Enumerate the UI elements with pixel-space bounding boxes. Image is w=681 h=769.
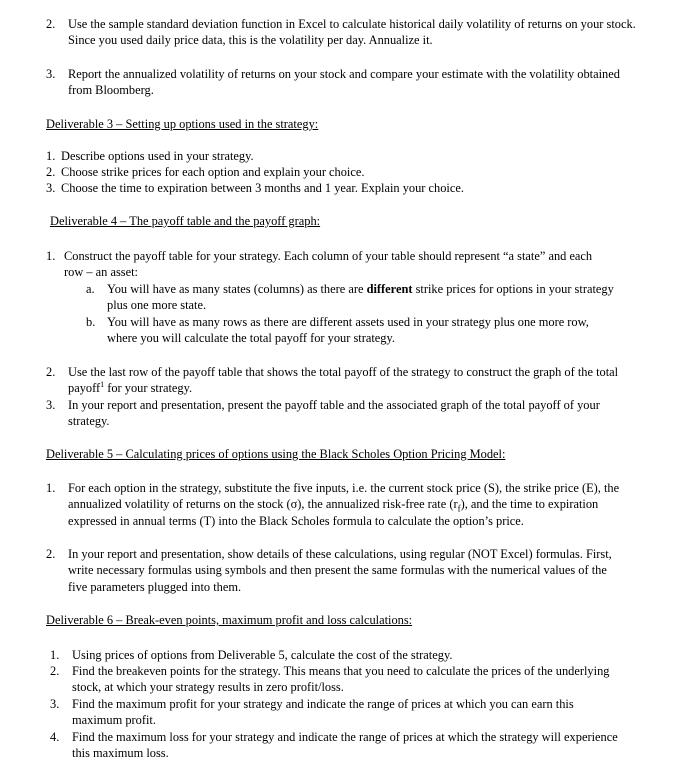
deliverable-3-heading: Deliverable 3 – Setting up options used in the strategy:	[46, 117, 319, 131]
item-text: Using prices of options from Deliverable 5, calculate the cost of the strategy.	[72, 648, 453, 662]
item-text: Find the maximum loss for your strategy and indicate the range of prices at which the strategy will experience this maximum loss.	[72, 730, 618, 761]
item-number: 3.	[50, 697, 60, 711]
d5-item-1	[46, 480, 636, 529]
deliverable-4-heading: Deliverable 4 – The payoff table and the payoff graph:	[50, 214, 321, 228]
d2-item-2	[46, 16, 646, 49]
item-number: 2.	[46, 165, 56, 179]
d5-item-2	[46, 546, 626, 595]
d3-item-2	[46, 164, 646, 180]
d6-item-1	[50, 647, 620, 663]
item-number: 4.	[50, 730, 60, 744]
d4-item-3	[46, 397, 626, 430]
item-number: 1.	[50, 648, 60, 662]
item-text: For each option in the strategy, substitute the five inputs, i.e. the current stock price (S), the strike price (E), the annualized volatility of returns on the stock (σ), the annualized risk-free rate $(r_f)$, and the time to expiration expressed in annual terms (T) into the Black Scholes formula to calculate the option’s price.	[68, 481, 620, 528]
item-text: In your report and presentation, show details of these calculations, using regular (NOT Excel) formulas. First, write necessary formulas using symbols and then present the same formulas with the numerical values of the five parameters plugged into them.	[68, 547, 612, 594]
d6-item-2	[50, 663, 620, 696]
item-text: Construct the payoff table for your strategy. Each column of your table should represent “a state” and each row – an asset:	[64, 249, 593, 280]
item-text: Report the annualized volatility of returns on your stock and compare your estimate with the volatility obtained from Bloomberg.	[68, 67, 620, 98]
deliverable-6-heading: Deliverable 6 – Break-even points, maximum profit and loss calculations:	[46, 613, 413, 627]
d3-item-3	[46, 180, 646, 196]
item-number: 3.	[46, 67, 56, 81]
item-number: 2.	[46, 17, 56, 31]
item-text: Use the last row of the payoff table that shows the total payoff of the strategy to construct the graph of the total payoff$^1$ for your strategy.	[68, 365, 619, 396]
d4-item-1	[46, 248, 606, 281]
item-text: You will have as many states (columns) as there are different strike prices for options in your strategy plus one more state.	[107, 282, 614, 313]
item-number: 1.	[46, 249, 56, 263]
item-text: Describe options used in your strategy.	[61, 149, 254, 163]
footnote-marker: 1	[100, 380, 105, 390]
item-number: b.	[86, 315, 96, 329]
emphasis-different: different	[366, 282, 413, 296]
item-number: 2.	[46, 365, 56, 379]
deliverable-5-heading: Deliverable 5 – Calculating prices of options using the Black Scholes Option Pricing Model:	[46, 447, 506, 461]
item-text: Use the sample standard deviation function in Excel to calculate historical daily volatility of returns on your stock. Since you used daily price data, this is the volatility per day. Annualize it.	[68, 17, 636, 48]
d6-item-3	[50, 696, 620, 729]
item-text: Choose strike prices for each option and explain your choice.	[61, 165, 365, 179]
d4-sub-b	[86, 314, 616, 347]
item-number: 1.	[46, 481, 56, 495]
item-number: 1.	[46, 149, 56, 163]
item-number: 2.	[46, 547, 56, 561]
subscript-f: f	[457, 503, 461, 514]
d3-item-1	[46, 148, 646, 164]
item-number: 3.	[46, 398, 56, 412]
item-number: 2.	[50, 664, 60, 678]
d2-item-3	[46, 66, 646, 99]
item-number: 3.	[46, 181, 56, 195]
d4-sub-a	[86, 281, 626, 314]
item-text: Find the breakeven points for the strategy. This means that you need to calculate the prices of the underlying stock, at which your strategy results in zero profit/loss.	[72, 664, 610, 695]
item-number: a.	[86, 282, 95, 296]
d6-item-4	[50, 729, 620, 762]
item-text: Choose the time to expiration between 3 months and 1 year. Explain your choice.	[61, 181, 464, 195]
item-text: In your report and presentation, present the payoff table and the associated graph of the total payoff of your strategy.	[68, 398, 600, 429]
d4-item-2	[46, 364, 626, 397]
item-text: Find the maximum profit for your strategy and indicate the range of prices at which you can earn this maximum profit.	[72, 697, 574, 728]
item-text: You will have as many rows as there are different assets used in your strategy plus one more row, where you will calculate the total payoff for your strategy.	[107, 315, 589, 346]
